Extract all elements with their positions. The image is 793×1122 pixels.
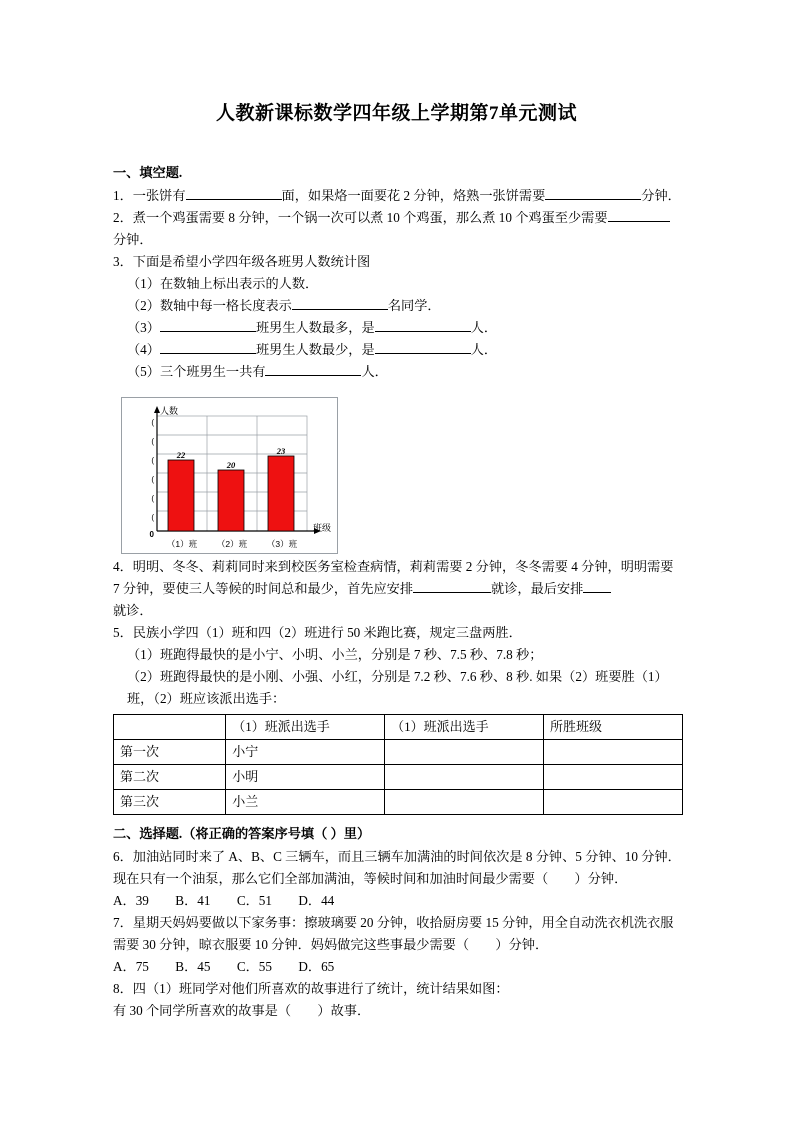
question-8: 8．四（1）班同学对他们所喜欢的故事进行了统计，统计结果如图： bbox=[113, 981, 509, 996]
x-tick-1: （1）班 bbox=[166, 539, 198, 549]
table-cell-r1c2[interactable] bbox=[385, 765, 544, 790]
question-5-1: （1）班跑得最快的是小宁、小明、小兰，分别是 7 秒、7.5 秒、7.8 秒； bbox=[127, 647, 543, 662]
q4-text-c: 就诊． bbox=[113, 603, 153, 618]
x-tick-3: （3）班 bbox=[266, 539, 298, 549]
q3-5-blank[interactable] bbox=[265, 361, 361, 376]
table-row bbox=[114, 790, 683, 815]
q1-text-b: 面，如果烙一面要花 2 分钟，烙熟一张饼需要 bbox=[281, 188, 546, 203]
q3-3-blank-2[interactable] bbox=[375, 317, 471, 332]
question-4 bbox=[113, 556, 683, 622]
y-tick-2: ( bbox=[151, 494, 154, 503]
table-header-cell-2: （1）班派出选手 bbox=[385, 715, 544, 740]
selection-table bbox=[113, 714, 683, 815]
question-6-options[interactable]: A．39 B．41 C．51 D．44 bbox=[113, 893, 335, 908]
section-heading-multiple-choice: 二、选择题.（将正确的答案序号填（ ）里） bbox=[113, 826, 371, 841]
table-cell-r0c0: 第一次 bbox=[114, 740, 226, 765]
q3-3-text-a: （3） bbox=[127, 320, 160, 335]
q4-blank-1[interactable] bbox=[413, 578, 491, 593]
q4-blank-2[interactable] bbox=[583, 578, 611, 593]
question-7-options[interactable]: A．75 B．45 C．55 D．65 bbox=[113, 959, 335, 974]
table-row bbox=[114, 765, 683, 790]
bar-chart bbox=[121, 397, 338, 554]
table-row bbox=[114, 740, 683, 765]
bar-class-2 bbox=[218, 470, 244, 531]
q1-blank-1[interactable] bbox=[186, 185, 282, 200]
q1-blank-2[interactable] bbox=[545, 185, 641, 200]
table-cell-r2c3[interactable] bbox=[544, 790, 683, 815]
q3-4-blank-1[interactable] bbox=[160, 339, 256, 354]
question-3-4 bbox=[113, 339, 683, 361]
question-7: 7．星期天妈妈要做以下家务事：擦玻璃要 20 分钟，收拾厨房要 15 分钟，用全自动洗衣机洗衣服需要 30 分钟，晾衣服要 10 分钟．妈妈做完这些事最少需要（ ）分钟． bbox=[113, 915, 674, 952]
y-tick-6: ( bbox=[151, 418, 154, 427]
q3-5-text-a: （5）三个班男生一共有 bbox=[127, 364, 266, 379]
y-tick-5: ( bbox=[151, 437, 154, 446]
x-axis-label: 班级 bbox=[312, 523, 331, 533]
table-cell-r1c0: 第二次 bbox=[114, 765, 226, 790]
q1-text-c: 分钟． bbox=[641, 188, 681, 203]
bar-value-2: 20 bbox=[226, 460, 236, 470]
table-cell-r2c2[interactable] bbox=[385, 790, 544, 815]
q3-2-blank[interactable] bbox=[292, 295, 388, 310]
q3-4-text-c: 人． bbox=[470, 342, 498, 357]
page-title: 人教新课标数学四年级上学期第7单元测试 bbox=[215, 103, 577, 124]
bar-chart-figure bbox=[113, 391, 683, 556]
table-header-row bbox=[114, 715, 683, 740]
question-5: 5．民族小学四（1）班和四（2）班进行 50 米跑比赛，规定三盘两胜． bbox=[113, 625, 522, 640]
question-3-3 bbox=[113, 317, 683, 339]
x-tick-2: （2）班 bbox=[216, 539, 248, 549]
bar-value-1: 22 bbox=[176, 450, 186, 460]
question-3-1: （1）在数轴上标出表示的人数． bbox=[127, 276, 319, 291]
question-2 bbox=[113, 207, 683, 251]
q3-3-blank-1[interactable] bbox=[160, 317, 256, 332]
q4-text-b: 就诊，最后安排 bbox=[491, 581, 584, 596]
question-1 bbox=[113, 185, 683, 207]
table-cell-r1c1[interactable]: 小明 bbox=[226, 765, 385, 790]
q3-4-text-a: （4） bbox=[127, 342, 160, 357]
table-cell-r2c1[interactable]: 小兰 bbox=[226, 790, 385, 815]
q3-3-text-b: 班男生人数最多，是 bbox=[255, 320, 375, 335]
y-axis-label: 人数 bbox=[160, 406, 179, 416]
table-header-cell-0 bbox=[114, 715, 226, 740]
q3-3-text-c: 人． bbox=[470, 320, 498, 335]
table-header-cell-1: （1）班派出选手 bbox=[226, 715, 385, 740]
table-cell-r2c0: 第三次 bbox=[114, 790, 226, 815]
question-3-2 bbox=[113, 295, 683, 317]
q3-4-blank-2[interactable] bbox=[375, 339, 471, 354]
bar-class-3 bbox=[268, 456, 294, 531]
document-body bbox=[113, 160, 683, 1022]
question-8-b: 有 30 个同学所喜欢的故事是（ ）故事． bbox=[113, 1003, 371, 1018]
y-tick-0: 0 bbox=[149, 530, 154, 539]
q3-text: 3．下面是希望小学四年级各班男人数统计图 bbox=[113, 254, 371, 269]
q2-text-a: 2．煮一个鸡蛋需要 8 分钟，一个锅一次可以煮 10 个鸡蛋，那么煮 10 个鸡蛋至少需要 bbox=[113, 210, 608, 225]
q3-2-text-a: （2）数轴中每一格长度表示 bbox=[127, 298, 292, 313]
question-6: 6．加油站同时来了 A、B、C 三辆车，而且三辆车加满油的时间依次是 8 分钟、5 分钟、10 分钟．现在只有一个油泵，那么它们全部加满油，等候时间和加油时间最少需要（ ）分钟． bbox=[113, 849, 681, 886]
q2-text-b: 分钟． bbox=[113, 232, 153, 247]
bar-value-3: 23 bbox=[276, 446, 286, 456]
y-tick-1: ( bbox=[151, 513, 154, 522]
table-cell-r0c3[interactable] bbox=[544, 740, 683, 765]
question-3 bbox=[113, 251, 683, 273]
table-header-cell-3: 所胜班级 bbox=[544, 715, 683, 740]
question-3-5 bbox=[113, 361, 683, 383]
question-5-2: （2）班跑得最快的是小刚、小强、小红，分别是 7.2 秒、7.6 秒、8 秒. 如果（2）班要胜（1）班，（2）班应该派出选手： bbox=[127, 669, 668, 706]
y-tick-4: ( bbox=[151, 456, 154, 465]
q3-4-text-b: 班男生人数最少，是 bbox=[255, 342, 375, 357]
q3-5-text-b: 人． bbox=[361, 364, 388, 379]
table-cell-r1c3[interactable] bbox=[544, 765, 683, 790]
bar-class-1 bbox=[168, 460, 194, 531]
section-heading-fill-in-blank: 一、填空题. bbox=[113, 165, 183, 180]
q4-text-a: 4．明明、冬冬、莉莉同时来到校医务室检查病情，莉莉需要 2 分钟，冬冬需要 4 分钟，明明需要 7 分钟，要使三人等候的时间总和最少，首先应安排 bbox=[113, 559, 674, 596]
q3-2-text-b: 名同学． bbox=[387, 298, 441, 313]
table-cell-r0c1[interactable]: 小宁 bbox=[226, 740, 385, 765]
table-cell-r0c2[interactable] bbox=[385, 740, 544, 765]
y-tick-3: ( bbox=[151, 475, 154, 484]
q2-blank-1[interactable] bbox=[608, 207, 670, 222]
q1-text-a: 1．一张饼有 bbox=[113, 188, 186, 203]
